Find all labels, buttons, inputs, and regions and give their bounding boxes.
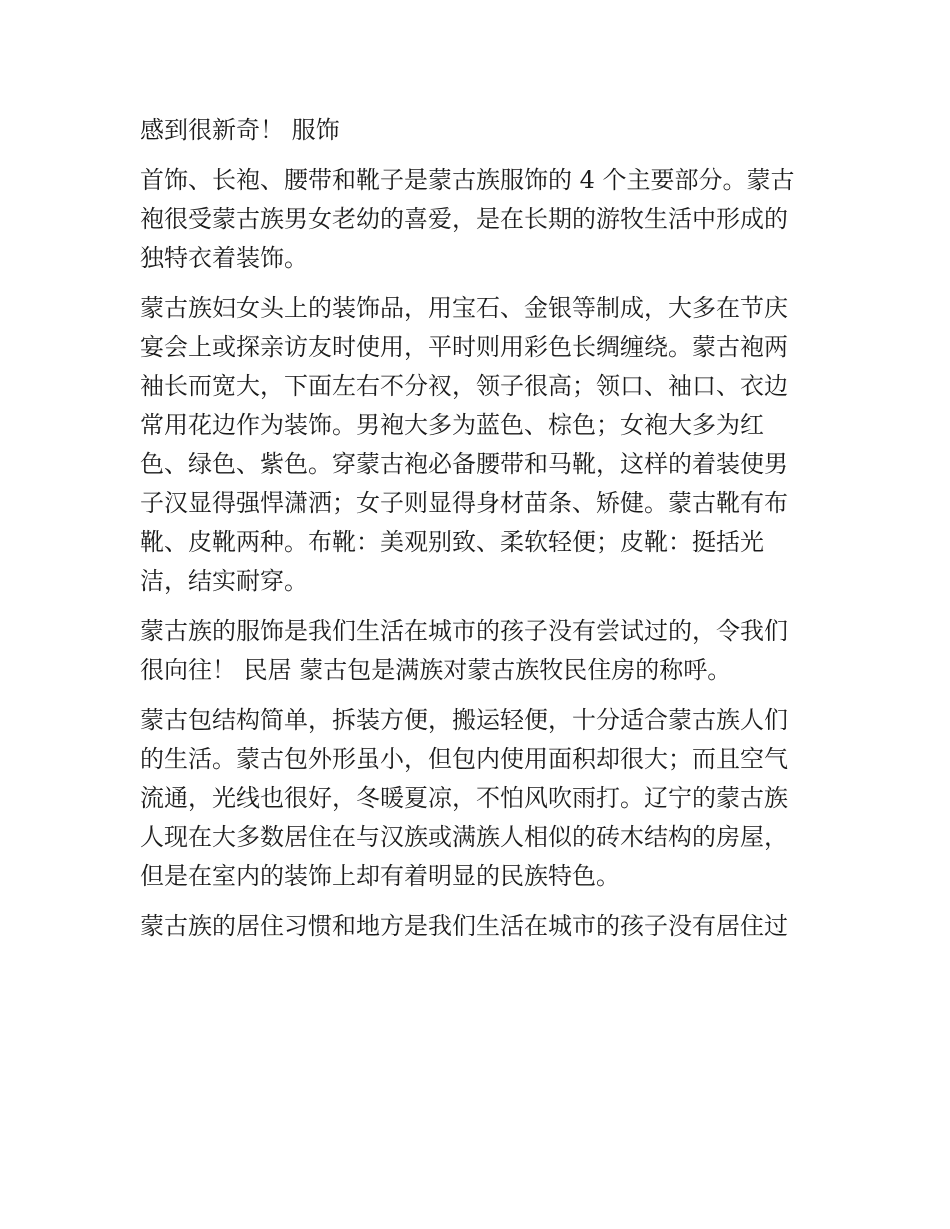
paragraph-housing-summary xyxy=(140,907,820,946)
paragraph-clothing-summary xyxy=(140,612,820,690)
text-line: 蒙古族的居住习惯和地方是我们生活在城市的孩子没有居住过 xyxy=(140,912,788,940)
text-line: 常用花边作为装饰。男袍大多为蓝色、棕色；女袍大多为红 xyxy=(140,411,764,439)
paragraph-housing xyxy=(140,701,820,896)
text-line: 子汉显得强悍潇洒；女子则显得身材苗条、矫健。蒙古靴有布 xyxy=(140,489,788,517)
text-line: 宴会上或探亲访友时使用，平时则用彩色长绸缠绕。蒙古袍两 xyxy=(140,333,788,361)
document-body xyxy=(140,111,820,957)
text-line: 的生活。蒙古包外形虽小，但包内使用面积却很大；而且空气 xyxy=(140,745,788,773)
text-line: 袍很受蒙古族男女老幼的喜爱，是在长期的游牧生活中形成的 xyxy=(140,205,788,233)
text-line: 靴、皮靴两种。布靴：美观别致、柔软轻便；皮靴：挺括光 xyxy=(140,528,764,556)
paragraph-clothing-overview xyxy=(140,161,820,278)
text-line: 蒙古包结构简单，拆装方便，搬运轻便，十分适合蒙古族人们 xyxy=(140,706,788,734)
paragraph-intro xyxy=(140,111,820,150)
text-line: 人现在大多数居住在与汉族或满族人相似的砖木结构的房屋， xyxy=(140,823,788,851)
text-line: 很向往！ 民居 蒙古包是满族对蒙古族牧民住房的称呼。 xyxy=(140,656,732,684)
text-line: 袖长而宽大，下面左右不分衩，领子很高；领口、袖口、衣边 xyxy=(140,372,788,400)
text-line: 蒙古族妇女头上的装饰品，用宝石、金银等制成，大多在节庆 xyxy=(140,294,788,322)
text-line: 感到很新奇！ 服饰 xyxy=(140,116,340,144)
text-line: 流通，光线也很好，冬暖夏凉，不怕风吹雨打。辽宁的蒙古族 xyxy=(140,784,788,812)
text-line: 洁，结实耐穿。 xyxy=(140,567,308,595)
text-line: 蒙古族的服饰是我们生活在城市的孩子没有尝试过的，令我们 xyxy=(140,617,788,645)
text-line: 首饰、长袍、腰带和靴子是蒙古族服饰的 4 个主要部分。蒙古 xyxy=(140,166,795,194)
text-line: 色、绿色、紫色。穿蒙古袍必备腰带和马靴，这样的着装使男 xyxy=(140,450,788,478)
text-line: 独特衣着装饰。 xyxy=(140,244,308,272)
text-line: 但是在室内的装饰上却有着明显的民族特色。 xyxy=(140,862,620,890)
paragraph-clothing-details xyxy=(140,289,820,601)
